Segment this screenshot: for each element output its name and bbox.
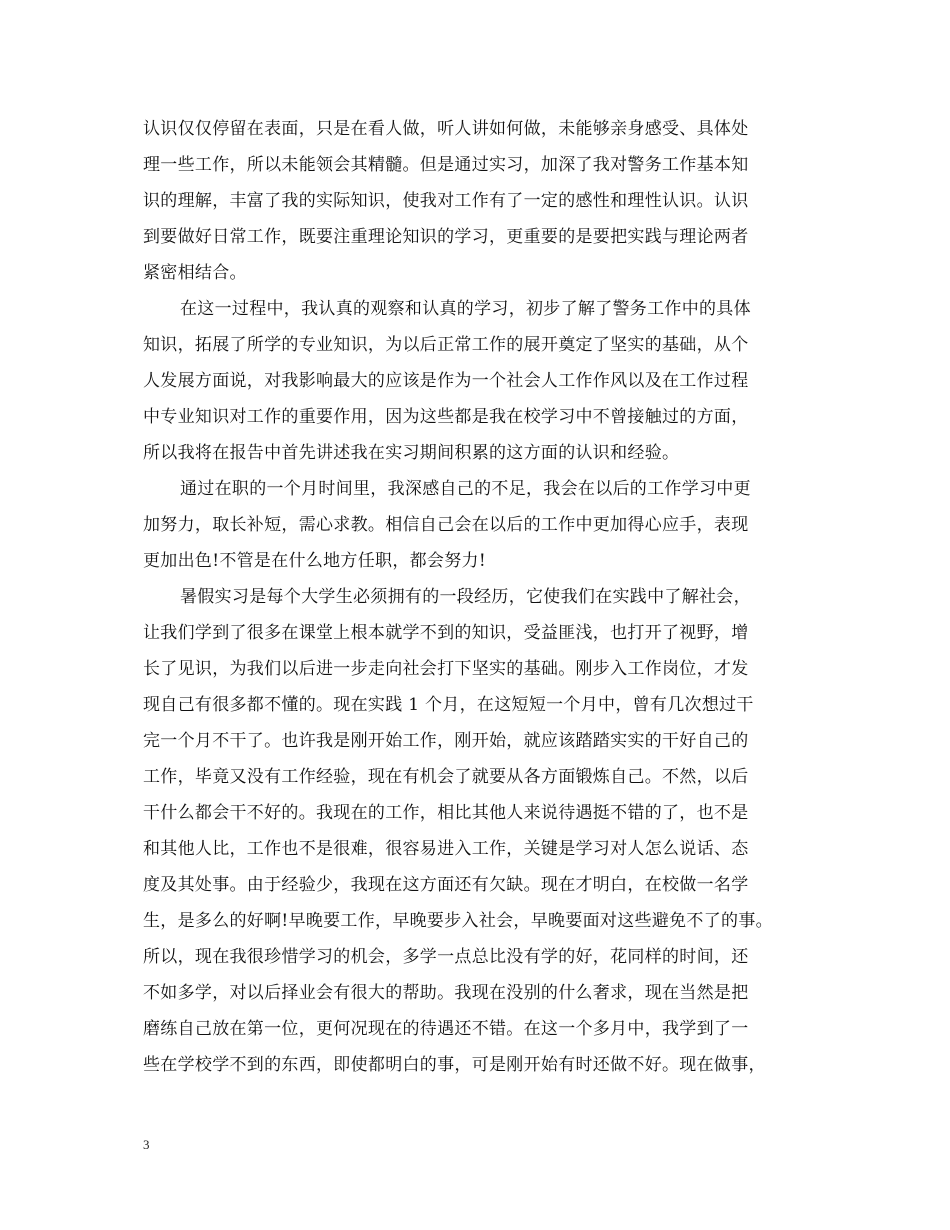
text-line: 不如多学，对以后择业会有很大的帮助。我现在没别的什么奢求，现在当然是把 [143,983,749,1003]
text-line: 人发展方面说，对我影响最大的应该是作为一个社会人工作作风以及在工作过程 [143,371,749,391]
text-line: 磨练自己放在第一位，更何况现在的待遇还不错。在这一个多月中，我学到了一 [143,1019,749,1039]
text-line: 长了见识，为我们以后进一步走向社会打下坚实的基础。刚步入工作岗位，才发 [143,659,749,679]
text-line: 所以我将在报告中首先讲述我在实习期间积累的这方面的认识和经验。 [143,443,680,463]
text-line: 中专业知识对工作的重要作用，因为这些都是我在校学习中不曾接触过的方面， [143,407,749,427]
text-line: 紧密相结合。 [143,263,247,283]
text-line: 现自己有很多都不懂的。现在实践 1 个月，在这短短一个月中，曾有几次想过干 [143,695,754,715]
paragraph-first-line: 暑假实习是每个大学生必须拥有的一段经历，它使我们在实践中了解社会， [180,587,751,607]
text-line: 让我们学到了很多在课堂上根本就学不到的知识，受益匪浅，也打开了视野，增 [143,623,749,643]
text-line: 认识仅仅停留在表面，只是在看人做，听人讲如何做，未能够亲身感受、具体处 [143,119,749,139]
text-line: 加努力，取长补短，需心求教。相信自己会在以后的工作中更加得心应手，表现 [143,515,749,535]
text-line: 更加出色!不管是在什么地方任职，都会努力! [143,551,486,571]
text-line: 干什么都会干不好的。我现在的工作，相比其他人来说待遇挺不错的了，也不是 [143,803,749,823]
paragraph-first-line: 通过在职的一个月时间里，我深感自己的不足，我会在以后的工作学习中更 [180,479,751,499]
paragraph-first-line: 在这一过程中，我认真的观察和认真的学习，初步了解了警务工作中的具体 [180,299,751,319]
text-line: 到要做好日常工作，既要注重理论知识的学习，更重要的是要把实践与理论两者 [143,227,749,247]
text-line: 所以，现在我很珍惜学习的机会，多学一点总比没有学的好，花同样的时间，还 [143,947,749,967]
text-line: 些在学校学不到的东西，即使都明白的事，可是刚开始有时还做不好。现在做事， [143,1055,766,1075]
text-line: 知识，拓展了所学的专业知识，为以后正常工作的展开奠定了坚实的基础，从个 [143,335,749,355]
text-line: 理一些工作，所以未能领会其精髓。但是通过实习，加深了我对警务工作基本知 [143,155,749,175]
page-number: 3 [143,1137,150,1152]
text-line: 度及其处事。由于经验少，我现在这方面还有欠缺。现在才明白，在校做一名学 [143,875,749,895]
text-line: 和其他人比，工作也不是很难，很容易进入工作，关键是学习对人怎么说话、态 [143,839,749,859]
text-line: 生，是多么的好啊!早晚要工作，早晚要步入社会，早晚要面对这些避免不了的事。 [143,911,773,931]
text-line: 完一个月不干了。也许我是刚开始工作，刚开始，就应该踏踏实实的干好自己的 [143,731,749,751]
text-line: 工作，毕竟又没有工作经验，现在有机会了就要从各方面锻炼自己。不然，以后 [143,767,749,787]
text-line: 识的理解，丰富了我的实际知识，使我对工作有了一定的感性和理性认识。认识 [143,191,749,211]
